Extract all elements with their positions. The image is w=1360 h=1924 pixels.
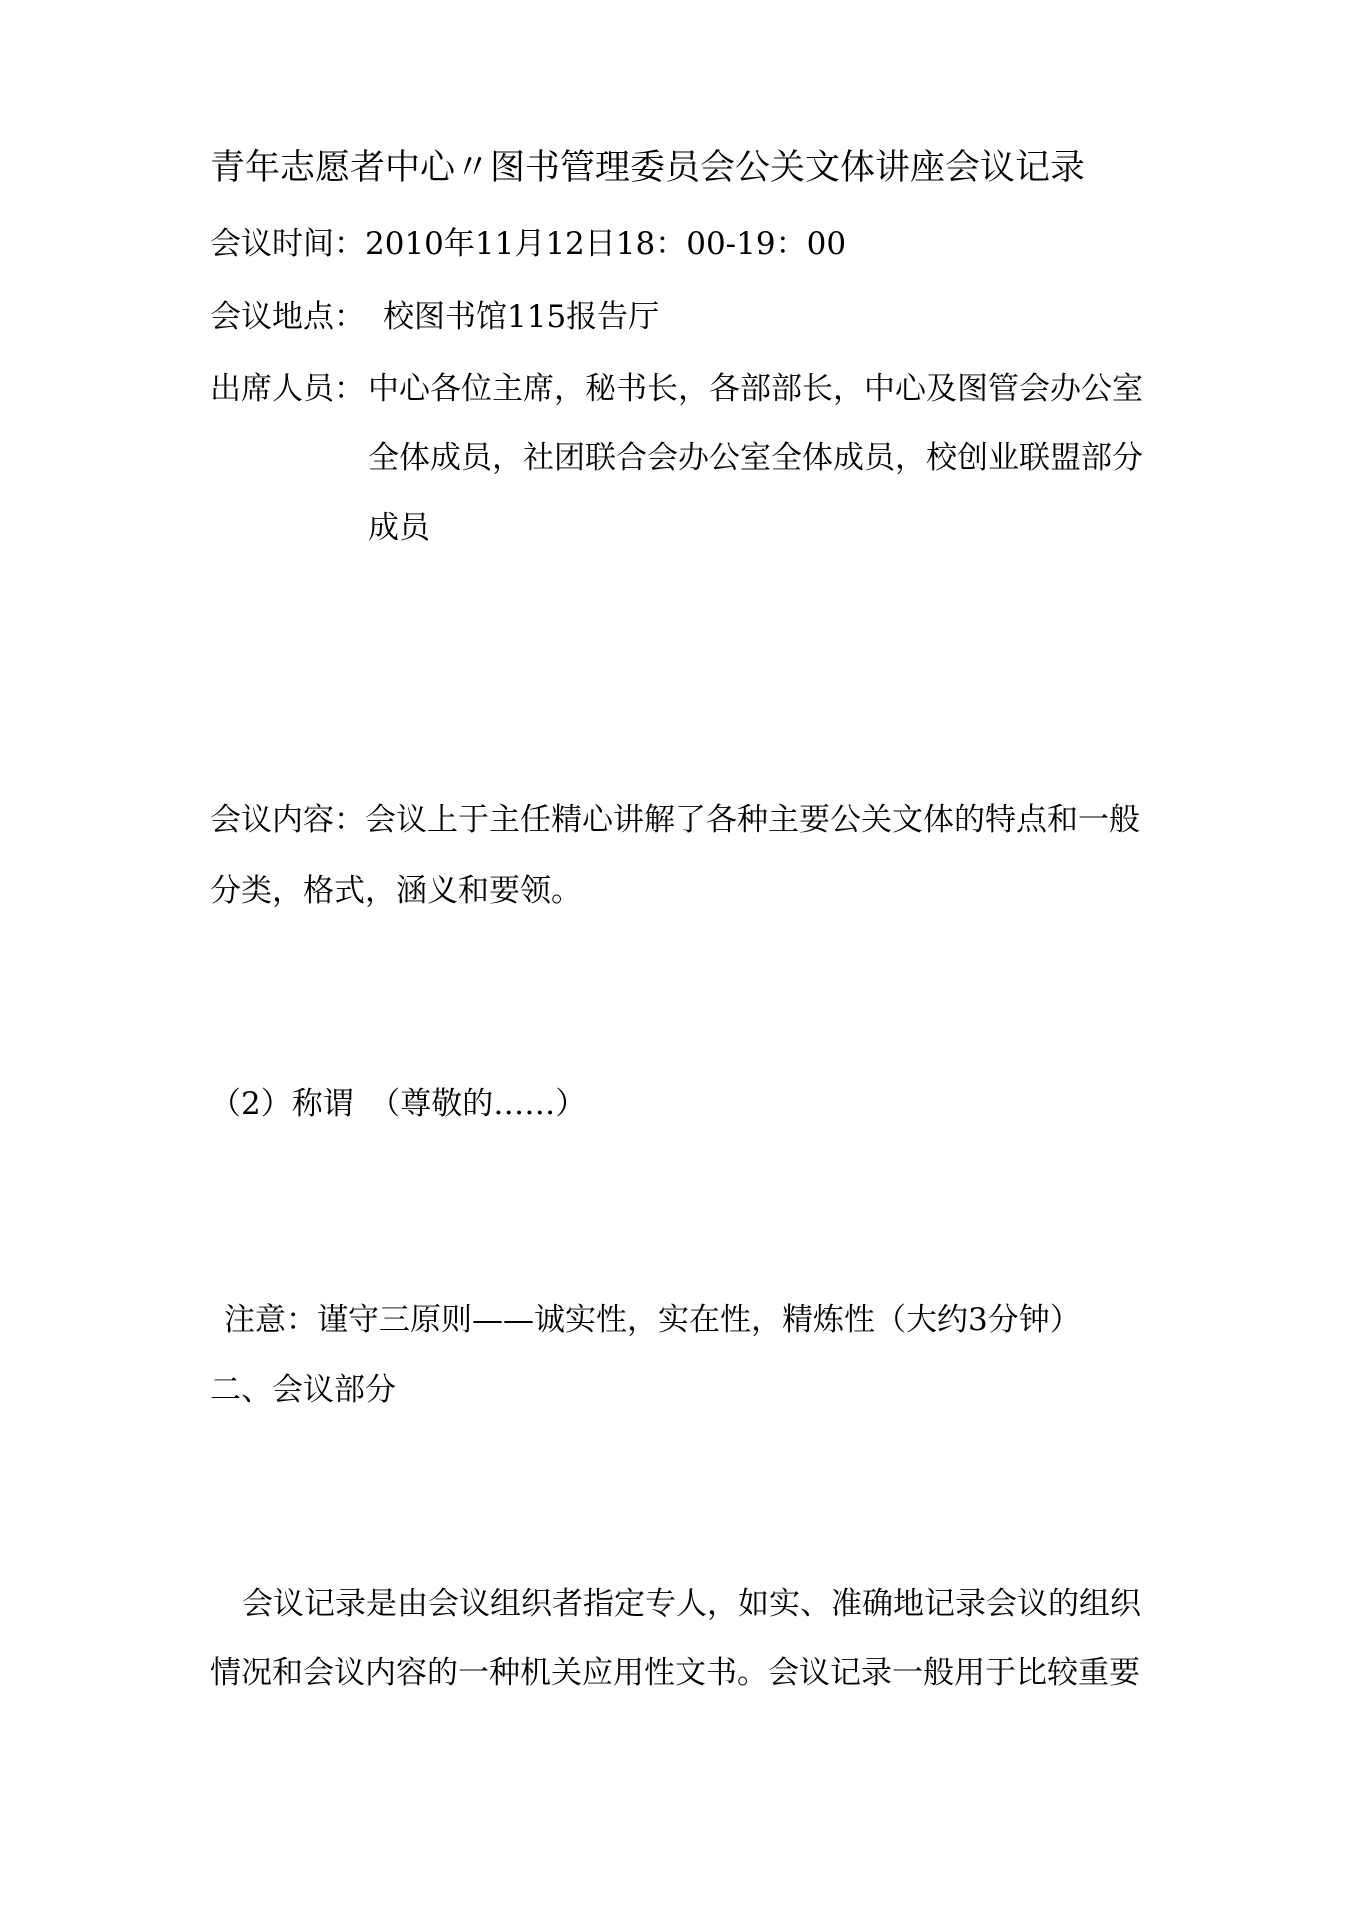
- meeting-place-value: 校图书馆115报告厅: [383, 299, 660, 335]
- body-paragraph-line: 会议记录是由会议组织者指定专人，如实、准确地记录会议的组织: [242, 1586, 1141, 1622]
- meeting-time: 会议时间：2010年11月12日18：00-19：00: [210, 226, 847, 262]
- attendees-line: 中心各位主席，秘书长，各部部长，中心及图管会办公室: [368, 371, 1143, 407]
- attendees-line: 成员: [368, 510, 430, 546]
- meeting-content-line: 分类，格式，涵义和要领。: [210, 873, 582, 909]
- document-title: 青年志愿者中心〃图书管理委员会公关文体讲座会议记录: [210, 148, 1086, 188]
- body-paragraph-line: 情况和会议内容的一种机关应用性文书。会议记录一般用于比较重要: [210, 1655, 1140, 1691]
- section-heading: 二、会议部分: [210, 1372, 396, 1408]
- meeting-content-line: 会议内容：会议上于主任精心讲解了各种主要公关文体的特点和一般: [210, 802, 1140, 838]
- attendees-label: 出席人员：: [210, 371, 365, 407]
- attendees-line: 全体成员，社团联合会办公室全体成员，校创业联盟部分: [368, 440, 1143, 476]
- list-item-salutation: （2）称谓 （尊敬的……）: [210, 1086, 587, 1122]
- note-text: 注意：谨守三原则——诚实性，实在性，精炼性（大约3分钟）: [224, 1302, 1081, 1338]
- meeting-place-label: 会议地点：: [210, 299, 365, 335]
